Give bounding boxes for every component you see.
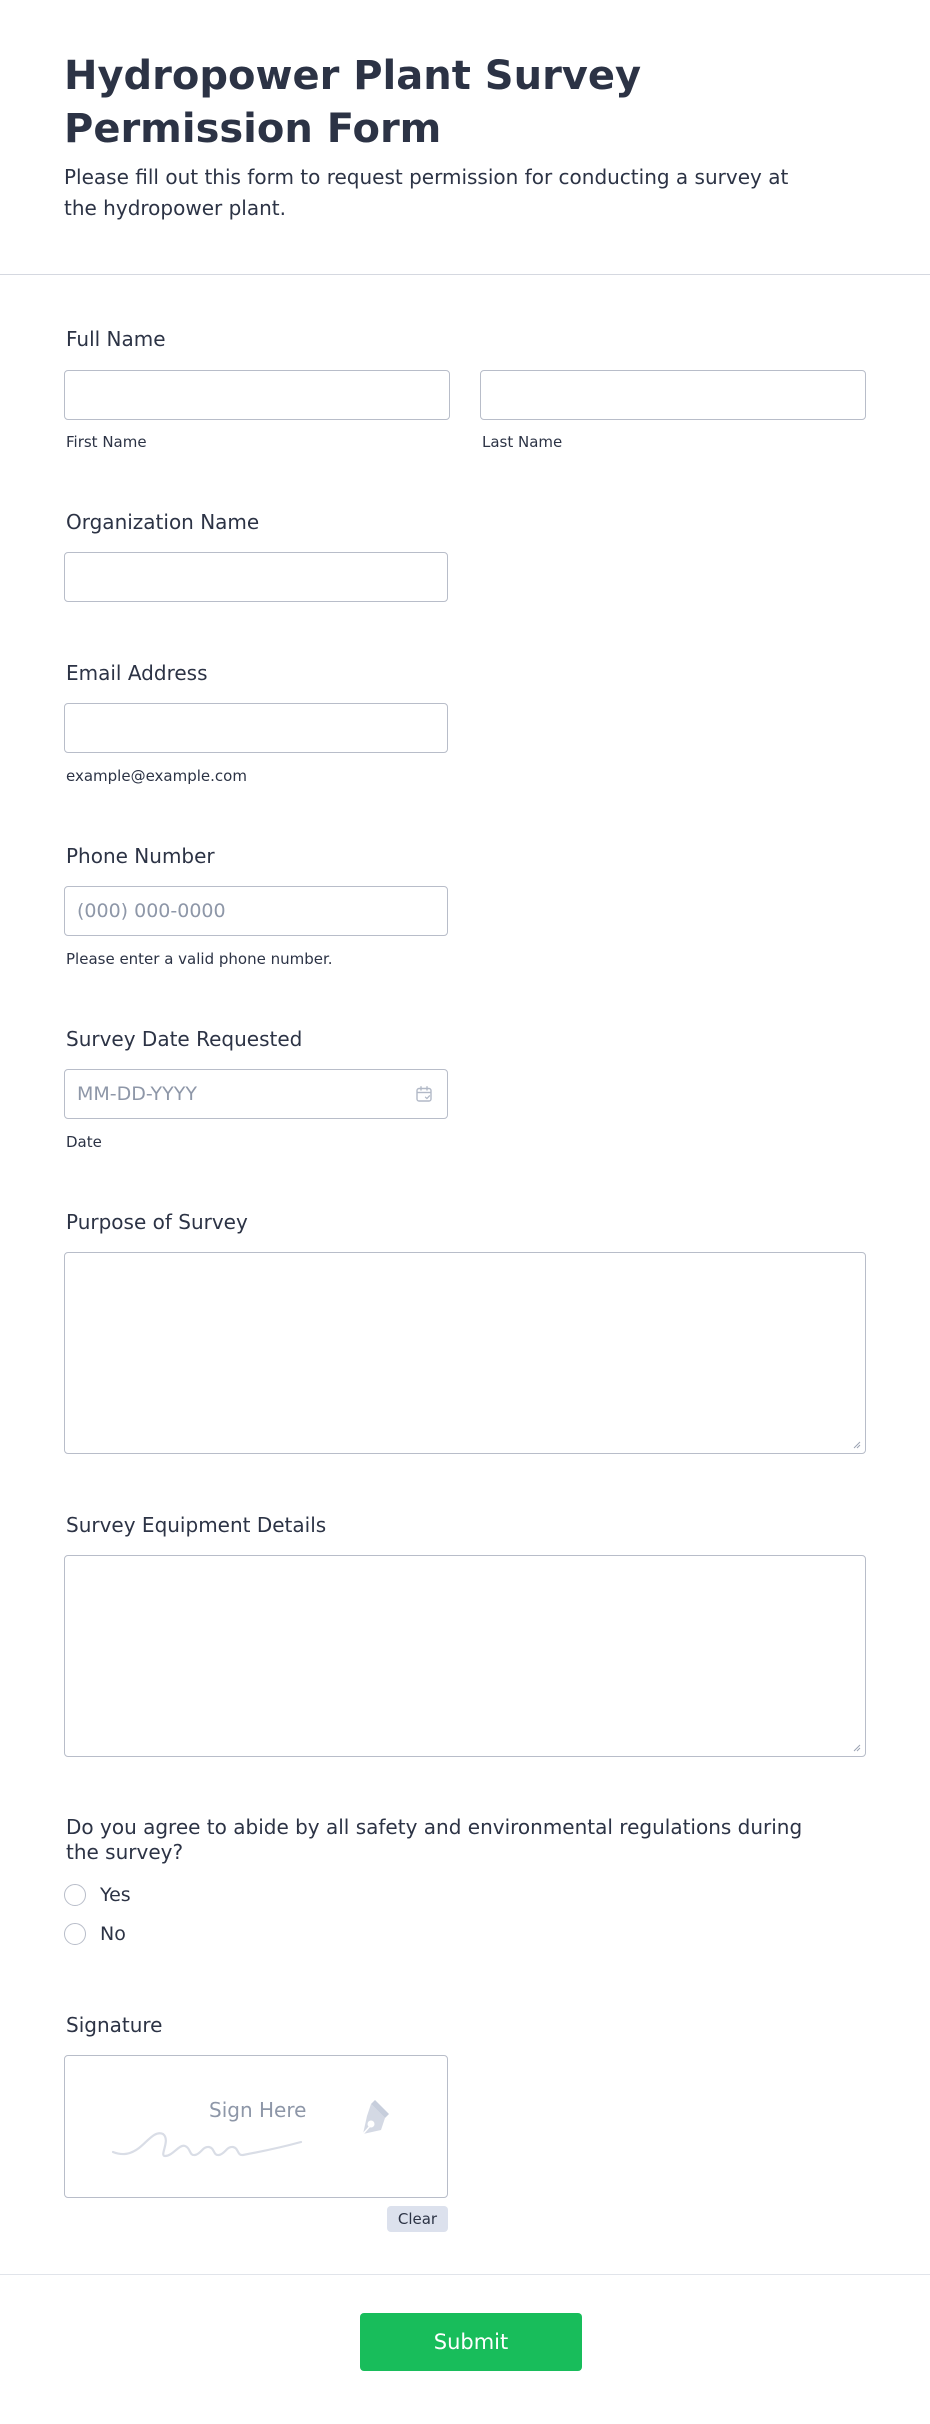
- phone-placeholder: (000) 000-0000: [77, 900, 226, 922]
- survey-date-label-text: Survey Date Requested: [66, 1027, 303, 1051]
- agreement-label: [64, 1815, 824, 1865]
- agreement-option-no-label: No: [100, 1923, 126, 1945]
- resize-grip-icon[interactable]: [853, 1744, 861, 1752]
- pen-nib-icon: [351, 2096, 395, 2140]
- submit-button[interactable]: Submit: [360, 2313, 582, 2371]
- resize-grip-icon[interactable]: [853, 1441, 861, 1449]
- form-footer: [0, 2274, 930, 2424]
- survey-date-label: [64, 1026, 302, 1052]
- organization-label: [64, 509, 259, 535]
- equipment-label: [64, 1512, 326, 1538]
- survey-date-input[interactable]: [64, 1069, 448, 1119]
- radio-button-no[interactable]: [64, 1923, 86, 1945]
- equipment-textarea[interactable]: [64, 1555, 866, 1757]
- agreement-label-text: Do you agree to abide by all safety and environmental regulations during the survey?: [66, 1815, 803, 1864]
- phone-label: [64, 843, 215, 869]
- form-header: [0, 0, 930, 275]
- survey-date-sublabel: Date: [66, 1133, 102, 1151]
- purpose-label-text: Purpose of Survey: [66, 1210, 248, 1234]
- signature-placeholder-text: Sign Here: [209, 2098, 307, 2122]
- signature-label-text: Signature: [66, 2013, 163, 2037]
- email-label: [64, 660, 208, 686]
- purpose-textarea[interactable]: [64, 1252, 866, 1454]
- agreement-option-yes-label: Yes: [100, 1884, 131, 1906]
- clear-signature-button[interactable]: Clear: [387, 2206, 448, 2232]
- full-name-label-text: Full Name: [66, 327, 166, 351]
- last-name-input[interactable]: [480, 370, 866, 420]
- agreement-option-no[interactable]: [64, 1923, 126, 1945]
- purpose-label: [64, 1209, 248, 1235]
- last-name-sublabel: Last Name: [482, 433, 563, 451]
- survey-date-placeholder: MM-DD-YYYY: [77, 1083, 197, 1105]
- form-title: Hydropower Plant Survey Permission Form: [64, 53, 642, 152]
- first-name-input[interactable]: [64, 370, 450, 420]
- phone-sublabel: Please enter a valid phone number.: [66, 950, 333, 968]
- email-sublabel: example@example.com: [66, 767, 247, 785]
- email-input[interactable]: [64, 703, 448, 753]
- agreement-option-yes[interactable]: [64, 1884, 131, 1906]
- signature-pad[interactable]: [64, 2055, 448, 2198]
- form-description: Please fill out this form to request permission for conducting a survey at the hydropower plant.: [64, 165, 789, 220]
- full-name-label: [64, 326, 166, 352]
- equipment-label-text: Survey Equipment Details: [66, 1513, 327, 1537]
- organization-label-text: Organization Name: [66, 510, 260, 534]
- phone-label-text: Phone Number: [66, 844, 215, 868]
- signature-label: [64, 2012, 162, 2038]
- phone-input[interactable]: [64, 886, 448, 936]
- radio-button-yes[interactable]: [64, 1884, 86, 1906]
- organization-input[interactable]: [64, 552, 448, 602]
- email-label-text: Email Address: [66, 661, 208, 685]
- calendar-icon[interactable]: [415, 1085, 433, 1103]
- first-name-sublabel: First Name: [66, 433, 147, 451]
